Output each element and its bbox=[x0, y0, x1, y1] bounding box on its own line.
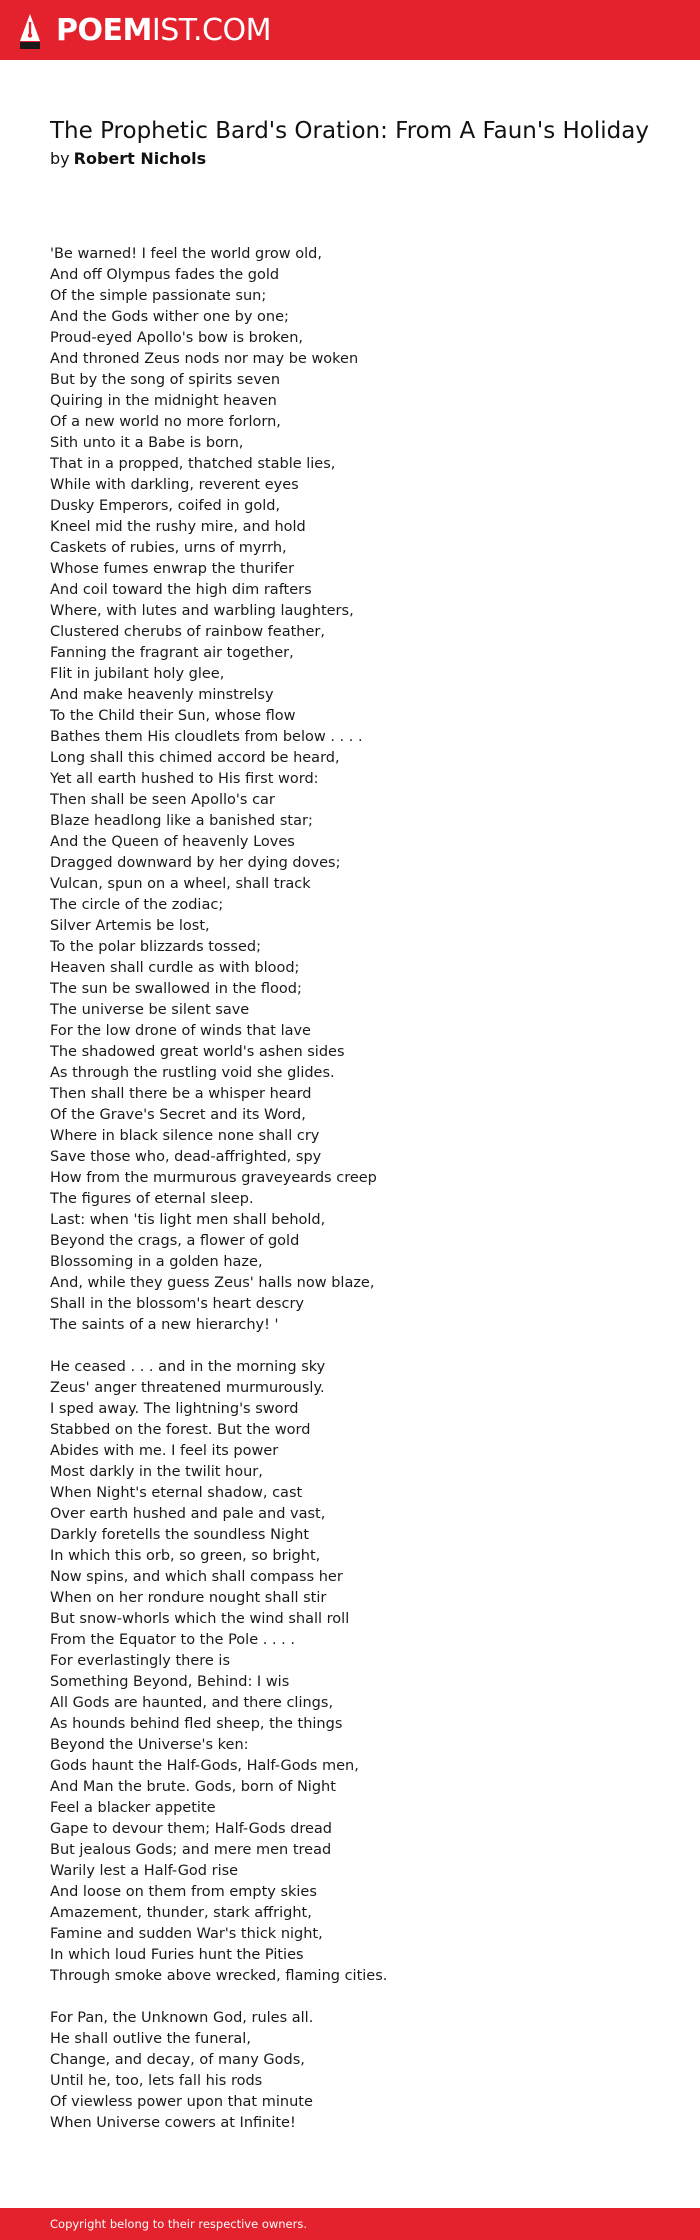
poem-line: When Night's eternal shadow, cast bbox=[50, 1485, 303, 1501]
poem-line: Quiring in the midnight heaven bbox=[50, 393, 277, 409]
poem-line: Save those who, dead-affrighted, spy bbox=[50, 1149, 322, 1165]
poem-line: And the Queen of heavenly Loves bbox=[50, 834, 295, 850]
poem-line: And, while they guess Zeus' halls now blaze, bbox=[50, 1275, 375, 1291]
poem-line: And coil toward the high dim rafters bbox=[50, 582, 312, 598]
poem-line: And make heavenly minstrelsy bbox=[50, 687, 274, 703]
poem-line: Kneel mid the rushy mire, and hold bbox=[50, 519, 306, 535]
poem-line: Over earth hushed and pale and vast, bbox=[50, 1506, 326, 1522]
site-logo[interactable] bbox=[18, 13, 271, 49]
logo-wordmark bbox=[56, 13, 271, 49]
poem-line: But by the song of spirits seven bbox=[50, 372, 281, 388]
poem-line: Abides with me. I feel its power bbox=[50, 1443, 279, 1459]
poem-line: For the low drone of winds that lave bbox=[50, 1023, 311, 1039]
site-footer bbox=[0, 2208, 700, 2240]
poem-line: How from the murmurous graveyeards creep bbox=[50, 1170, 377, 1186]
poem-line: And off Olympus fades the gold bbox=[50, 267, 280, 283]
poem-line: Warily lest a Half-God rise bbox=[50, 1863, 239, 1879]
poem-line: Of a new world no more forlorn, bbox=[50, 414, 281, 430]
poem-line: He shall outlive the funeral, bbox=[50, 2031, 251, 2047]
poem-line: Sith unto it a Babe is born, bbox=[50, 435, 244, 451]
poem-line: Silver Artemis be lost, bbox=[50, 918, 210, 934]
poem-line: 'Be warned! I feel the world grow old, bbox=[50, 246, 322, 262]
poem-line: Through smoke above wrecked, flaming cities. bbox=[50, 1968, 388, 1984]
poem-line: Fanning the fragrant air together, bbox=[50, 645, 294, 661]
poem-line: Amazement, thunder, stark affright, bbox=[50, 1905, 312, 1921]
poem-line: And throned Zeus nods nor may be woken bbox=[50, 351, 359, 367]
poem-line: The universe be silent save bbox=[50, 1002, 250, 1018]
poem-line: Then shall there be a whisper heard bbox=[50, 1086, 312, 1102]
poem-line: And loose on them from empty skies bbox=[50, 1884, 317, 1900]
byline bbox=[50, 148, 660, 170]
poem-line: Vulcan, spun on a wheel, shall track bbox=[50, 876, 311, 892]
poem-line: Until he, too, lets fall his rods bbox=[50, 2073, 263, 2089]
poem-line: The shadowed great world's ashen sides bbox=[50, 1044, 345, 1060]
poem-stanza bbox=[50, 2008, 670, 2134]
poem-title: The Prophetic Bard's Oration: From A Faun's Holiday bbox=[50, 118, 649, 144]
poem-line: Flit in jubilant holy glee, bbox=[50, 666, 225, 682]
poem-line: All Gods are haunted, and there clings, bbox=[50, 1695, 334, 1711]
logo-wordmark-light: IST.COM bbox=[151, 13, 271, 48]
poem-line: When on her rondure nought shall stir bbox=[50, 1590, 327, 1606]
poem-line: Of the simple passionate sun; bbox=[50, 288, 267, 304]
poem-line: Most darkly in the twilit hour, bbox=[50, 1464, 263, 1480]
copyright-text: Copyright belong to their respective owners. bbox=[50, 2217, 308, 2231]
logo-wordmark-bold: POEM bbox=[56, 13, 152, 48]
poem-line: Darkly foretells the soundless Night bbox=[50, 1527, 310, 1543]
poem-body bbox=[50, 244, 670, 2155]
poem-line: Clustered cherubs of rainbow feather, bbox=[50, 624, 325, 640]
poem-line: Beyond the Universe's ken: bbox=[50, 1737, 249, 1753]
poem-line: Long shall this chimed accord be heard, bbox=[50, 750, 340, 766]
poem-line: And Man the brute. Gods, born of Night bbox=[50, 1779, 336, 1795]
poem-line: For everlastingly there is bbox=[50, 1653, 230, 1669]
poem-line: Where in black silence none shall cry bbox=[50, 1128, 320, 1144]
poem-line: But snow-whorls which the wind shall roll bbox=[50, 1611, 350, 1627]
poem-line: In which this orb, so green, so bright, bbox=[50, 1548, 321, 1564]
author-name[interactable]: Robert Nichols bbox=[73, 149, 207, 168]
poem-line: The saints of a new hierarchy! ' bbox=[50, 1317, 279, 1333]
poem-line: Heaven shall curdle as with blood; bbox=[50, 960, 300, 976]
poem-line: Then shall be seen Apollo's car bbox=[50, 792, 275, 808]
poem-line: In which loud Furies hunt the Pities bbox=[50, 1947, 304, 1963]
poem-line: From the Equator to the Pole . . . . bbox=[50, 1632, 295, 1648]
poem-line: Famine and sudden War's thick night, bbox=[50, 1926, 323, 1942]
by-label: by bbox=[50, 149, 70, 168]
poem-line: The figures of eternal sleep. bbox=[50, 1191, 254, 1207]
poem-line: Change, and decay, of many Gods, bbox=[50, 2052, 305, 2068]
poem-line: When Universe cowers at Infinite! bbox=[50, 2115, 296, 2131]
poem-line: Yet all earth hushed to His first word: bbox=[50, 771, 319, 787]
poem-line: Gods haunt the Half-Gods, Half-Gods men, bbox=[50, 1758, 359, 1774]
poem-line: Feel a blacker appetite bbox=[50, 1800, 216, 1816]
poem-line: Dragged downward by her dying doves; bbox=[50, 855, 341, 871]
poem-line: Zeus' anger threatened murmurously. bbox=[50, 1380, 325, 1396]
poem-line: Dusky Emperors, coifed in gold, bbox=[50, 498, 281, 514]
poem-line: He ceased . . . and in the morning sky bbox=[50, 1359, 326, 1375]
poem-line: The circle of the zodiac; bbox=[50, 897, 224, 913]
poem-line: Caskets of rubies, urns of myrrh, bbox=[50, 540, 287, 556]
poem-line: But jealous Gods; and mere men tread bbox=[50, 1842, 332, 1858]
poem-line: Proud-eyed Apollo's bow is broken, bbox=[50, 330, 303, 346]
poem-line: While with darkling, reverent eyes bbox=[50, 477, 299, 493]
poem-line: Gape to devour them; Half-Gods dread bbox=[50, 1821, 332, 1837]
poem-line: And the Gods wither one by one; bbox=[50, 309, 289, 325]
poem-line: Blossoming in a golden haze, bbox=[50, 1254, 263, 1270]
poem-line: Whose fumes enwrap the thurifer bbox=[50, 561, 295, 577]
poem-stanza bbox=[50, 244, 670, 1336]
pen-nib-icon bbox=[18, 13, 42, 49]
poem-stanza bbox=[50, 1357, 670, 1987]
site-header bbox=[0, 0, 700, 60]
poem-line: Bathes them His cloudlets from below . . . . bbox=[50, 729, 363, 745]
poem-line: The sun be swallowed in the flood; bbox=[50, 981, 302, 997]
poem-line: Now spins, and which shall compass her bbox=[50, 1569, 343, 1585]
poem-line: Last: when 'tis light men shall behold, bbox=[50, 1212, 326, 1228]
poem-line: Of the Grave's Secret and its Word, bbox=[50, 1107, 306, 1123]
poem-line: As hounds behind fled sheep, the things bbox=[50, 1716, 343, 1732]
poem-line: As through the rustling void she glides. bbox=[50, 1065, 335, 1081]
poem-line: For Pan, the Unknown God, rules all. bbox=[50, 2010, 314, 2026]
poem-line: Stabbed on the forest. But the word bbox=[50, 1422, 311, 1438]
poem-line: I sped away. The lightning's sword bbox=[50, 1401, 299, 1417]
poem-line: That in a propped, thatched stable lies, bbox=[50, 456, 336, 472]
poem-line: Blaze headlong like a banished star; bbox=[50, 813, 313, 829]
poem-line: Where, with lutes and warbling laughters, bbox=[50, 603, 354, 619]
poem-heading bbox=[50, 118, 660, 170]
poem-line: Shall in the blossom's heart descry bbox=[50, 1296, 304, 1312]
poem-line: Beyond the crags, a flower of gold bbox=[50, 1233, 300, 1249]
poem-line: Something Beyond, Behind: I wis bbox=[50, 1674, 290, 1690]
poem-line: To the polar blizzards tossed; bbox=[50, 939, 261, 955]
poem-line: To the Child their Sun, whose flow bbox=[50, 708, 296, 724]
poem-line: Of viewless power upon that minute bbox=[50, 2094, 313, 2110]
